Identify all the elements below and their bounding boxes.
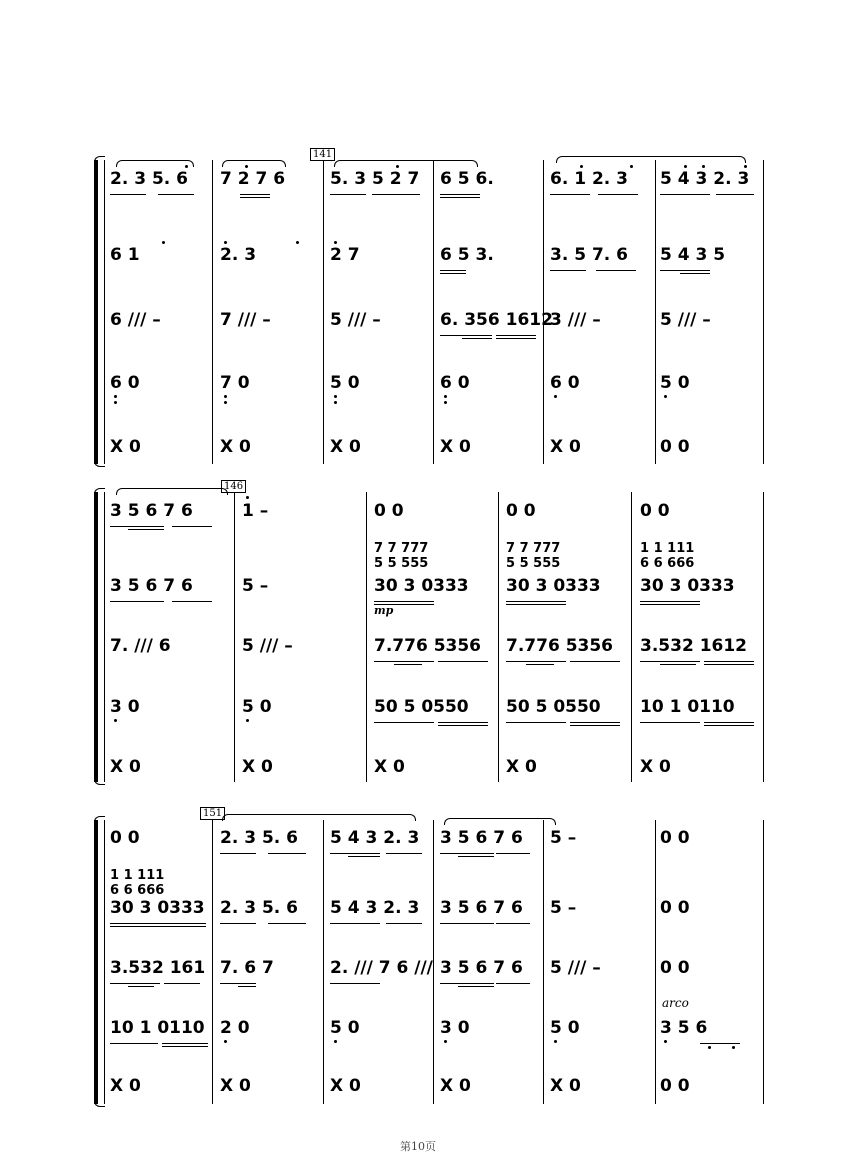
beam: [386, 923, 422, 924]
beam: [440, 197, 480, 198]
low-octave-dot: [224, 395, 227, 398]
measure-cell: X 0: [110, 437, 141, 457]
beam: [496, 983, 530, 984]
high-octave-dot: [334, 241, 337, 244]
measure-cell: X 0: [220, 437, 251, 457]
beam: [110, 923, 206, 924]
measure-cell: 3 0: [440, 1018, 470, 1038]
beam: [506, 604, 566, 605]
staff-row: [0, 692, 862, 722]
low-octave-dot: [334, 401, 337, 404]
bracket-cap: [94, 816, 105, 823]
low-octave-dot: [444, 401, 447, 404]
beam: [164, 983, 200, 984]
beam: [704, 725, 754, 726]
beam: [596, 270, 636, 271]
measure-cell: X 0: [440, 437, 471, 457]
dynamic-marking: mp: [374, 604, 394, 617]
measure-number: 141: [310, 148, 335, 161]
beam: [348, 856, 380, 857]
beam: [660, 270, 710, 271]
measure-cell: 0 0: [660, 958, 690, 978]
measure-cell: X 0: [242, 757, 273, 777]
low-octave-dot: [444, 395, 447, 398]
measure-cell: 30 3 0333: [506, 576, 601, 596]
chord-line: 1 1 111: [640, 541, 695, 556]
beam: [128, 529, 164, 530]
measure-number: 146: [221, 480, 246, 493]
measure-cell: 3 /// –: [550, 310, 601, 330]
beam: [268, 853, 306, 854]
measure-cell: 5 4 3 2. 3: [330, 898, 420, 918]
beam: [700, 1043, 740, 1044]
measure-cell: 10 1 0110: [110, 1018, 205, 1038]
measure-cell: 6 5 3.: [440, 245, 494, 265]
beam: [440, 270, 466, 271]
measure-cell: 3.532 161: [110, 958, 206, 978]
measure-cell: 3 0: [110, 697, 140, 717]
low-octave-dot: [224, 401, 227, 404]
measure-cell: 5 0: [330, 1018, 360, 1038]
beam: [526, 664, 554, 665]
beam: [716, 194, 754, 195]
beam: [330, 853, 380, 854]
measure-cell: 6 1: [110, 245, 140, 265]
measure-cell: 30 3 0333: [110, 898, 205, 918]
beam: [374, 661, 434, 662]
beam: [110, 194, 146, 195]
low-octave-dot: [114, 719, 117, 722]
high-octave-dot: [396, 165, 399, 168]
measure-cell: 5 0: [660, 373, 690, 393]
measure-cell: 2. 3 5. 6: [220, 898, 298, 918]
measure-cell: 5 0: [242, 697, 272, 717]
beam: [640, 604, 700, 605]
chord-line: 6 6 666: [110, 883, 165, 898]
measure-cell: X 0: [440, 1076, 471, 1096]
phrase-slur: [556, 156, 746, 163]
measure-cell: 5 –: [550, 898, 577, 918]
beam: [570, 661, 620, 662]
staff-row: [0, 1013, 862, 1043]
measure-cell: 3 5 6: [660, 1018, 708, 1038]
low-octave-dot: [732, 1046, 735, 1049]
beam: [704, 661, 754, 662]
high-octave-dot: [580, 165, 583, 168]
low-octave-dot: [114, 401, 117, 404]
staff-row: [0, 240, 862, 270]
beam: [704, 722, 754, 723]
measure-cell: X 0: [330, 1076, 361, 1096]
beam: [374, 604, 434, 605]
beam: [440, 273, 466, 274]
measure-cell: 6 0: [110, 373, 140, 393]
low-octave-dot: [444, 1040, 447, 1043]
measure-cell: 0 0: [640, 501, 670, 521]
measure-cell: 0 0: [660, 898, 690, 918]
measure-cell: 7 2 7 6: [220, 169, 286, 189]
staff-row: [0, 631, 862, 661]
measure-cell: 5 0: [330, 373, 360, 393]
page-footer: 第10页: [400, 1140, 436, 1153]
measure-cell: 7.776 5356: [374, 636, 482, 656]
beam: [374, 601, 434, 602]
low-octave-dot: [554, 395, 557, 398]
beam: [158, 194, 194, 195]
high-octave-dot: [224, 241, 227, 244]
beam: [220, 853, 256, 854]
measure-number: 151: [200, 807, 225, 820]
measure-cell: 0 0: [660, 1076, 690, 1096]
beam: [374, 722, 434, 723]
measure-cell: 0 0: [660, 437, 690, 457]
beam: [440, 853, 494, 854]
beam: [172, 601, 212, 602]
measure-cell: 5. 3 5 2 7: [330, 169, 420, 189]
beam: [496, 338, 536, 339]
beam: [440, 194, 480, 195]
low-octave-dot: [664, 395, 667, 398]
beam: [386, 853, 422, 854]
measure-cell: 3. 5 7. 6: [550, 245, 628, 265]
bracket-cap: [94, 1100, 105, 1107]
beam: [330, 194, 366, 195]
measure-cell: 5 –: [550, 828, 577, 848]
beam: [220, 983, 256, 984]
beam: [462, 338, 492, 339]
beam: [640, 601, 700, 602]
measure-cell: X 0: [110, 1076, 141, 1096]
measure-cell: X 0: [220, 1076, 251, 1096]
measure-cell: 0 0: [110, 828, 140, 848]
measure-cell: X 0: [330, 437, 361, 457]
measure-cell: 6. 1 2. 3: [550, 169, 628, 189]
measure-cell: 50 5 0550: [374, 697, 469, 717]
measure-cell: 7. 6 7: [220, 958, 274, 978]
beam: [440, 335, 492, 336]
arco-marking: arco: [662, 996, 689, 1010]
beam: [506, 661, 566, 662]
measure-cell: 5 /// –: [330, 310, 381, 330]
high-octave-dot: [684, 165, 687, 168]
measure-cell: 7 0: [220, 373, 250, 393]
beam: [110, 601, 164, 602]
high-octave-dot: [246, 496, 249, 499]
measure-cell: 5 –: [242, 576, 269, 596]
measure-cell: 30 3 0333: [640, 576, 735, 596]
measure-cell: 5 4 3 2. 3: [660, 169, 750, 189]
measure-cell: 30 3 0333: [374, 576, 469, 596]
staff-row: [0, 1071, 862, 1101]
beam: [172, 526, 212, 527]
measure-cell: 2 0: [220, 1018, 250, 1038]
low-octave-dot: [334, 1040, 337, 1043]
measure-cell: 3 5 6 7 6: [110, 501, 193, 521]
measure-cell: 3.532 1612: [640, 636, 748, 656]
measure-cell: 2. 3: [220, 245, 257, 265]
measure-cell: 6 0: [440, 373, 470, 393]
staff-row: [0, 823, 862, 853]
measure-cell: 5 /// –: [242, 636, 293, 656]
beam: [240, 197, 270, 198]
beam: [110, 1043, 158, 1044]
staff-row: [0, 496, 862, 526]
beam: [128, 986, 154, 987]
measure-cell: X 0: [550, 437, 581, 457]
high-octave-dot: [162, 241, 165, 244]
measure-cell: 6 0: [550, 373, 580, 393]
beam: [704, 664, 754, 665]
beam: [394, 664, 422, 665]
measure-cell: 3 5 6 7 6: [440, 898, 523, 918]
beam: [440, 923, 494, 924]
measure-cell: 0 0: [506, 501, 536, 521]
beam: [660, 664, 696, 665]
beam: [550, 270, 586, 271]
measure-cell: 6 /// –: [110, 310, 161, 330]
beam: [372, 194, 420, 195]
bracket-cap: [94, 156, 105, 163]
measure-cell: 10 1 0110: [640, 697, 735, 717]
chord-line: 7 7 777: [506, 541, 561, 556]
beam: [640, 722, 700, 723]
beam: [680, 273, 710, 274]
beam: [438, 722, 488, 723]
measure-cell: 50 5 0550: [506, 697, 601, 717]
beam: [496, 853, 530, 854]
high-octave-dot: [296, 241, 299, 244]
low-octave-dot: [334, 395, 337, 398]
staff-row: [0, 893, 862, 923]
measure-cell: X 0: [374, 757, 405, 777]
chord-line: 5 5 555: [506, 556, 561, 571]
beam: [458, 986, 494, 987]
measure-cell: 5 /// –: [660, 310, 711, 330]
measure-cell: 1 –: [242, 501, 269, 521]
beam: [570, 725, 620, 726]
beam: [598, 194, 638, 195]
low-octave-dot: [114, 395, 117, 398]
beam: [110, 926, 206, 927]
high-octave-dot: [630, 165, 633, 168]
measure-cell: 5 0: [550, 1018, 580, 1038]
measure-cell: 3 5 6 7 6: [440, 958, 523, 978]
beam: [268, 923, 306, 924]
beam: [330, 923, 380, 924]
staff-row: [0, 305, 862, 335]
beam: [550, 194, 590, 195]
chord-top: [374, 541, 428, 571]
measure-cell: X 0: [110, 757, 141, 777]
staff-row: [0, 953, 862, 983]
measure-cell: X 0: [550, 1076, 581, 1096]
measure-cell: 7 /// –: [220, 310, 271, 330]
high-octave-dot: [702, 165, 705, 168]
staff-row: [0, 432, 862, 462]
measure-cell: 6. 356 1612: [440, 310, 553, 330]
measure-cell: 7. /// 6: [110, 636, 171, 656]
chord-line: 6 6 666: [640, 556, 695, 571]
chord-line: 7 7 777: [374, 541, 429, 556]
staff-row: [0, 752, 862, 782]
high-octave-dot: [185, 165, 188, 168]
staff-row: [0, 571, 862, 601]
measure-cell: 3 5 6 7 6: [440, 828, 523, 848]
measure-cell: 5 4 3 5: [660, 245, 726, 265]
high-octave-dot: [245, 165, 248, 168]
beam: [330, 983, 380, 984]
staff-row: [0, 368, 862, 398]
beam: [438, 661, 488, 662]
low-octave-dot: [246, 719, 249, 722]
beam: [506, 722, 566, 723]
beam: [438, 725, 488, 726]
measure-cell: 2 7: [330, 245, 360, 265]
measure-cell: 2. /// 7 6 ///: [330, 958, 433, 978]
measure-cell: 6 5 6.: [440, 169, 494, 189]
staff-row: [0, 164, 862, 194]
beam: [496, 923, 530, 924]
beam: [458, 856, 494, 857]
phrase-slur: [222, 814, 416, 821]
beam: [162, 1043, 208, 1044]
beam: [240, 194, 270, 195]
measure-cell: 2. 3 5. 6: [110, 169, 188, 189]
measure-cell: 0 0: [660, 828, 690, 848]
measure-cell: X 0: [506, 757, 537, 777]
measure-cell: 7.776 5356: [506, 636, 614, 656]
low-octave-dot: [224, 1040, 227, 1043]
beam: [660, 194, 710, 195]
chord-line: 5 5 555: [374, 556, 429, 571]
high-octave-dot: [744, 165, 747, 168]
chord-top: [506, 541, 560, 571]
beam: [496, 335, 536, 336]
measure-cell: X 0: [640, 757, 671, 777]
measure-cell: 5 4 3 2. 3: [330, 828, 420, 848]
bracket-cap: [94, 488, 105, 495]
beam: [440, 983, 494, 984]
beam: [640, 661, 700, 662]
beam: [110, 526, 164, 527]
measure-cell: 0 0: [374, 501, 404, 521]
chord-top: [640, 541, 694, 571]
measure-cell: 3 5 6 7 6: [110, 576, 193, 596]
low-octave-dot: [554, 1040, 557, 1043]
beam: [162, 1046, 208, 1047]
beam: [570, 722, 620, 723]
low-octave-dot: [708, 1046, 711, 1049]
beam: [238, 986, 256, 987]
chord-line: 1 1 111: [110, 868, 165, 883]
beam: [110, 983, 160, 984]
measure-cell: 2. 3 5. 6: [220, 828, 298, 848]
beam: [220, 923, 256, 924]
beam: [506, 601, 566, 602]
measure-cell: 5 /// –: [550, 958, 601, 978]
phrase-slur: [116, 488, 228, 495]
low-octave-dot: [664, 1040, 667, 1043]
